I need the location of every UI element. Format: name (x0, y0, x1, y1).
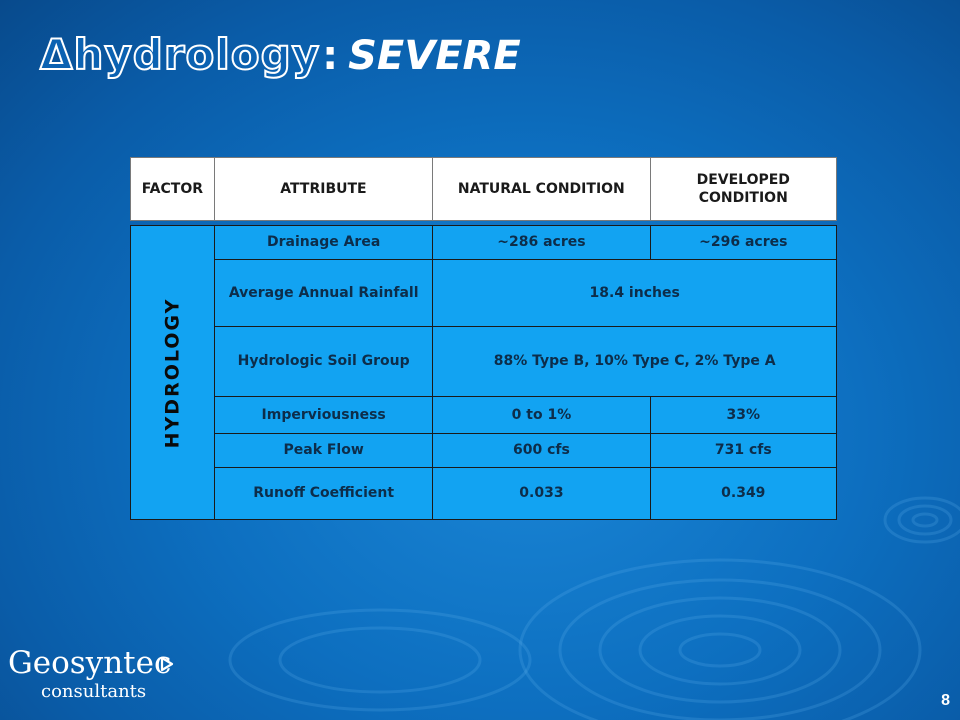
table-header-row (130, 157, 837, 221)
factor-cell (131, 226, 215, 519)
attribute-cell: Average Annual Rainfall (215, 260, 433, 326)
page-number: 8 (941, 692, 950, 709)
geosyntec-logo (8, 645, 172, 702)
developed-cell: 33% (726, 406, 761, 423)
logo-name: Geosyntec (8, 645, 172, 681)
title-severity: SEVERE (348, 33, 521, 79)
triangle-icon (160, 656, 174, 672)
factor-label: HYDROLOGY (161, 297, 184, 448)
table-row (215, 468, 836, 519)
table-row (215, 260, 836, 327)
natural-cell: 0 to 1% (433, 397, 650, 433)
header-developed-condition: DEVELOPED CONDITION (696, 171, 790, 206)
natural-cell: 600 cfs (433, 434, 650, 467)
attribute-cell: Peak Flow (215, 434, 433, 467)
table-row (215, 327, 836, 397)
attribute-cell: Drainage Area (215, 226, 433, 259)
combined-cell: 88% Type B, 10% Type C, 2% Type A (493, 353, 776, 370)
table-body (130, 225, 837, 520)
developed-cell: ~296 acres (699, 234, 788, 251)
attribute-cell: Runoff Coefficient (215, 468, 433, 519)
header-attribute: ATTRIBUTE (215, 158, 433, 220)
developed-cell: 731 cfs (714, 442, 772, 459)
natural-cell: ~286 acres (433, 226, 650, 259)
title-separator: : (322, 33, 339, 79)
slide-title (40, 30, 521, 80)
table-row (215, 397, 836, 434)
attribute-cell: Imperviousness (215, 397, 433, 433)
developed-cell: 0.349 (721, 485, 766, 502)
header-natural-condition: NATURAL CONDITION (433, 158, 650, 220)
table-row (215, 434, 836, 468)
hydrology-table (130, 157, 837, 520)
attribute-cell: Hydrologic Soil Group (215, 327, 433, 396)
header-factor: FACTOR (131, 158, 215, 220)
table-row (215, 226, 836, 260)
title-hydrology: Δhydrology (40, 30, 321, 79)
natural-cell: 0.033 (433, 468, 650, 519)
logo-subtitle: consultants (41, 681, 147, 702)
combined-cell: 18.4 inches (589, 284, 680, 301)
